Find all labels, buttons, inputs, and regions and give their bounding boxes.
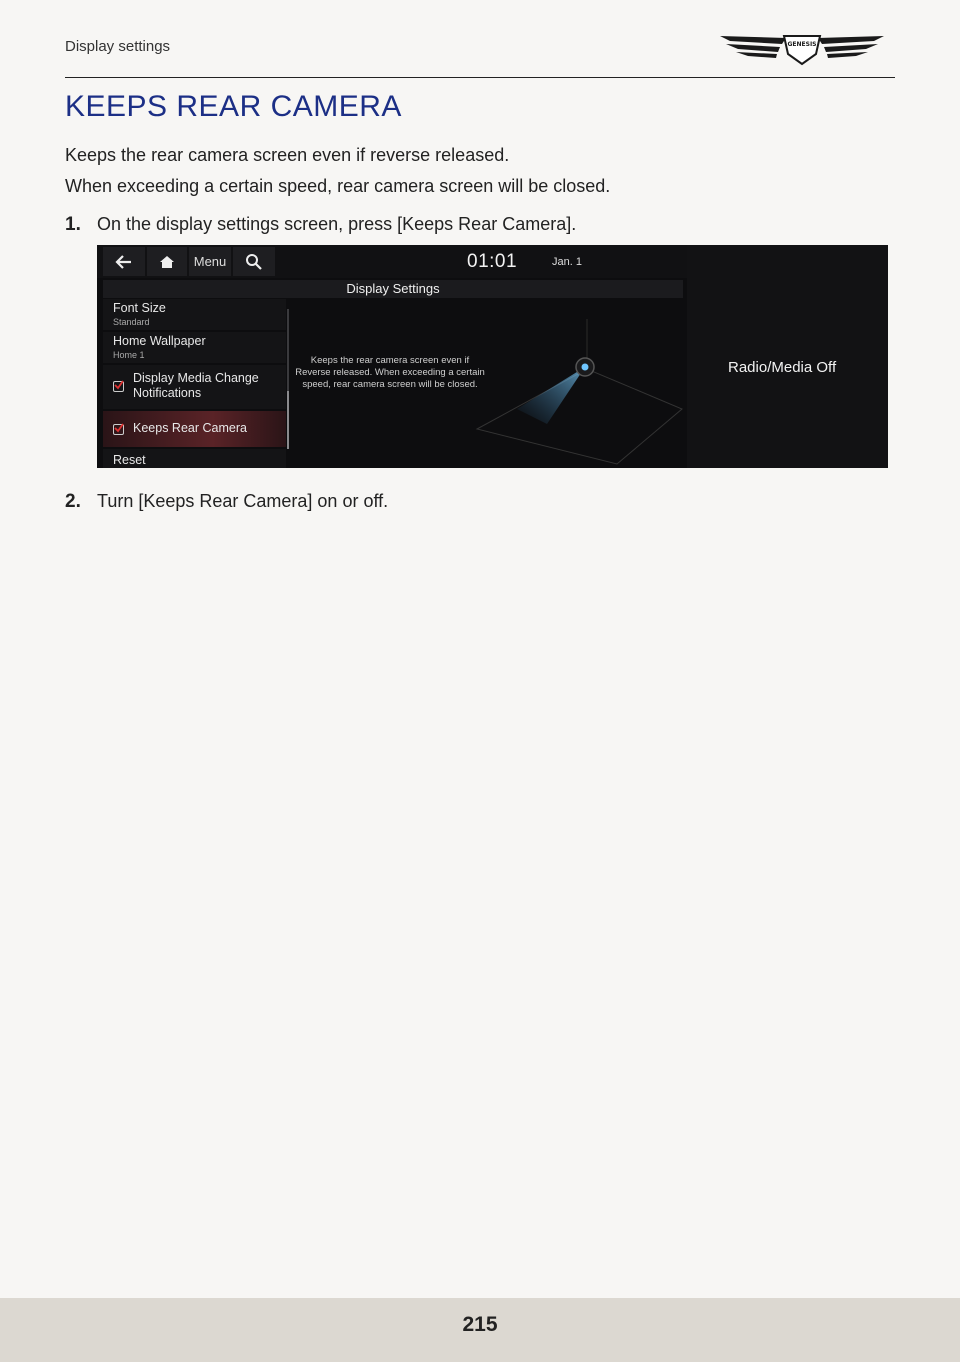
header-divider (65, 77, 895, 78)
item-label: Home Wallpaper (113, 334, 206, 348)
list-item-reset[interactable] (103, 449, 286, 468)
item-label-line-1: Display Media Change (133, 371, 259, 385)
settings-list (103, 299, 286, 468)
list-item-display-media-change[interactable] (103, 365, 286, 409)
item-label-line-2: Notifications (133, 386, 202, 400)
search-button[interactable] (233, 247, 275, 276)
list-item-keeps-rear-camera[interactable] (103, 411, 286, 447)
infotainment-screenshot (97, 245, 888, 468)
item-sublabel: Home 1 (113, 350, 145, 360)
back-arrow-icon (115, 254, 133, 270)
menu-label: Menu (193, 254, 227, 269)
step-number: 1. (65, 214, 81, 235)
side-panel (687, 245, 888, 468)
item-sublabel: Standard (113, 317, 150, 327)
step-1 (65, 214, 576, 236)
intro-paragraph-2: When exceeding a certain speed, rear camera screen will be closed. (65, 176, 611, 196)
genesis-logo (716, 30, 888, 68)
setting-description: Keeps the rear camera screen even if Reverse released. When exceeding a certain speed, rear camera screen will be closed. (295, 355, 485, 390)
logo-text: GENESIS (787, 41, 817, 48)
menu-button[interactable] (189, 247, 231, 276)
list-item-home-wallpaper[interactable] (103, 332, 286, 363)
item-label: Font Size (113, 301, 166, 315)
step-2 (65, 491, 388, 513)
running-header: Display settings (65, 38, 171, 55)
page-number: 215 (462, 1313, 498, 1336)
section-title: KEEPS REAR CAMERA (65, 90, 402, 123)
checkbox-icon[interactable] (113, 424, 124, 435)
item-label: Keeps Rear Camera (133, 421, 247, 435)
clock: 01:01 (467, 251, 518, 272)
checkbox-icon[interactable] (113, 381, 124, 392)
step-text: Turn [Keeps Rear Camera] on or off. (97, 491, 389, 511)
back-button[interactable] (103, 247, 145, 276)
intro-paragraph-1: Keeps the rear camera screen even if reverse released. (65, 145, 510, 165)
step-number: 2. (65, 491, 81, 512)
home-icon (159, 255, 175, 269)
radio-media-off-label[interactable]: Radio/Media Off (728, 359, 837, 376)
search-icon (245, 253, 263, 271)
panel-title: Display Settings (103, 280, 683, 298)
date: Jan. 1 (552, 256, 582, 268)
list-item-font-size[interactable] (103, 299, 286, 330)
step-text: On the display settings screen, press [Keeps Rear Camera]. (97, 214, 577, 234)
item-label: Reset (113, 453, 146, 467)
home-button[interactable] (147, 247, 187, 276)
